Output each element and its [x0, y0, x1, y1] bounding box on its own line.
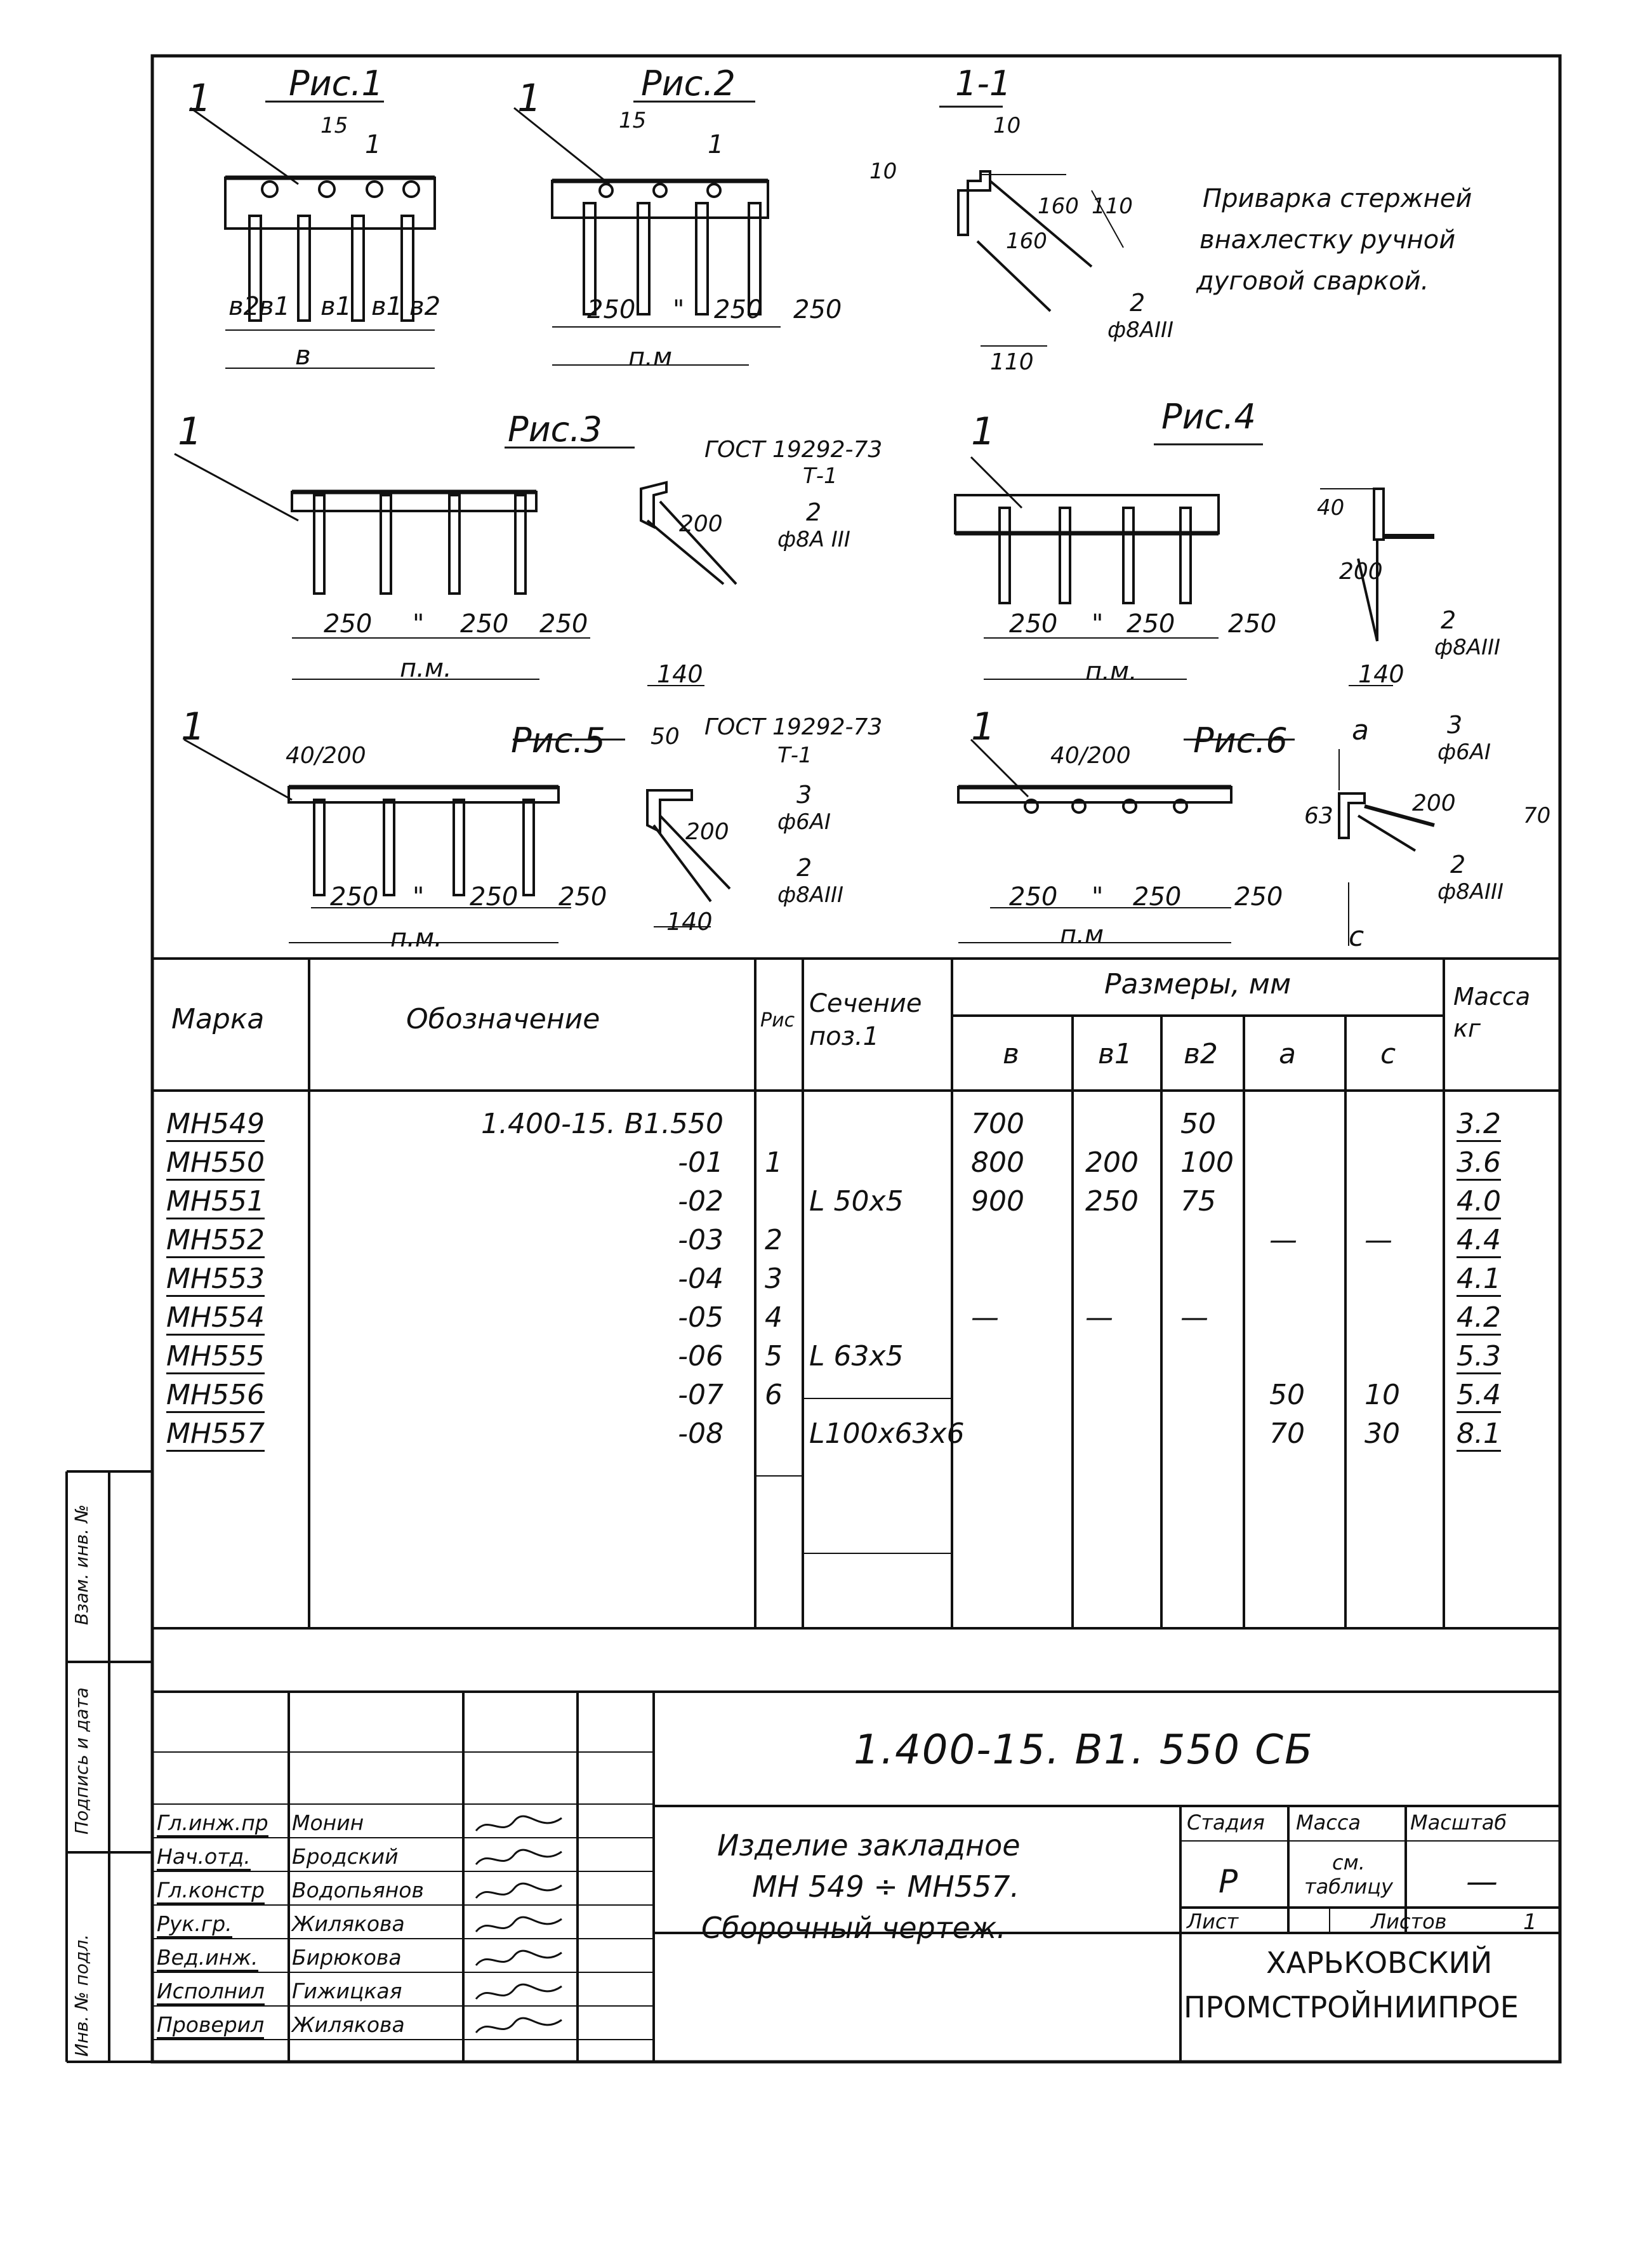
fig6-spec3: ф6АI: [1437, 740, 1491, 765]
fig5-dim-250-c: 250: [558, 882, 607, 912]
row-6-mass: 4.2: [1457, 1301, 1501, 1336]
fig3-title: Рис.3: [508, 409, 602, 449]
fig5-title: Рис.5: [511, 720, 605, 760]
fig3-width: 140: [657, 660, 703, 688]
row-4-c: —: [1365, 1224, 1392, 1256]
fig1-dim-b1-a: в1: [259, 292, 291, 321]
row-2-designation: -01: [678, 1146, 724, 1179]
col-header-fig: Рис: [760, 1009, 795, 1032]
fig6-spec2: ф8АIII: [1437, 879, 1504, 905]
sheet-label: Лист: [1187, 1909, 1239, 1934]
fig3-dim-250-b: 250: [460, 609, 509, 639]
fig6-dim-c: c: [1349, 920, 1365, 953]
row-4-a: —: [1269, 1224, 1297, 1256]
scale-value: —: [1466, 1863, 1498, 1900]
scale-label: Масштаб: [1410, 1810, 1507, 1835]
section-rebar-spec: ф8АIII: [1107, 317, 1174, 343]
fig6-drawing: [958, 740, 1434, 946]
side-label-sign-date: Подпись и дата: [71, 1687, 92, 1835]
row-7-designation: -06: [678, 1340, 724, 1372]
row-8-mark: МН556: [166, 1379, 265, 1413]
side-label-inv-orig: Инв. № подл.: [71, 1934, 92, 2057]
fig5-top-dim: 50: [651, 724, 680, 750]
fig2-dim-250-b: 250: [714, 295, 763, 324]
section-dim-110-h: 110: [990, 349, 1034, 375]
fig6-pos3: 3: [1447, 711, 1463, 739]
sheets-value: 1: [1523, 1909, 1537, 1935]
row-5-mass: 4.1: [1457, 1263, 1501, 1297]
fig5-spec2: ф8АIII: [777, 882, 844, 908]
row-9-a: 70: [1269, 1417, 1305, 1450]
row-9-section: L100x63x6: [809, 1417, 965, 1450]
fig2-dim-ditto: ": [673, 295, 685, 324]
organization-line-2: ПРОМСТРОЙНИИПРОЕ: [1184, 1990, 1519, 2024]
signer-role-5: Вед.инж.: [157, 1945, 258, 1972]
col-header-mark: Марка: [171, 1003, 265, 1035]
row-7-mark: МН555: [166, 1340, 265, 1374]
stage-label: Стадия: [1187, 1810, 1265, 1835]
stage-value: Р: [1219, 1863, 1238, 1900]
signer-role-3: Гл.констр: [157, 1878, 265, 1904]
col-header-b1: в1: [1098, 1038, 1132, 1070]
col-header-mass: Масса кг: [1453, 983, 1531, 1042]
fig5-dim-ditto: ": [413, 882, 425, 912]
fig1-title: Рис.1: [289, 63, 383, 103]
row-2-b1: 200: [1085, 1146, 1139, 1179]
row-6-b2: —: [1180, 1301, 1208, 1334]
signature-scribble-5: [473, 1946, 568, 1975]
fig6-dim-a: a: [1352, 714, 1369, 747]
row-1-b2: 50: [1180, 1108, 1216, 1140]
fig4-rebar-pos: 2: [1441, 606, 1457, 634]
row-8-mass: 5.4: [1457, 1379, 1501, 1413]
signer-name-5: Бирюкова: [292, 1945, 402, 1970]
signer-role-6: Исполнил: [157, 1979, 265, 2005]
section-dim-160-a: 160: [1038, 194, 1079, 219]
row-6-designation: -05: [678, 1301, 724, 1334]
fig6-dim-250-b: 250: [1133, 882, 1182, 912]
row-5-mark: МН553: [166, 1263, 265, 1297]
row-6-mark: МН554: [166, 1301, 265, 1336]
section-dim-10-left: 10: [869, 159, 897, 184]
section-rebar-pos: 2: [1130, 289, 1146, 317]
row-4-designation: -03: [678, 1224, 724, 1256]
signer-name-1: Монин: [292, 1810, 364, 1835]
row-2-b2: 100: [1180, 1146, 1234, 1179]
row-1-mark: МН549: [166, 1108, 265, 1142]
fig1-pos-label: 1: [187, 76, 212, 121]
col-header-designation: Обозначение: [406, 1003, 600, 1035]
row-6-b: —: [971, 1301, 999, 1334]
row-3-designation: -02: [678, 1185, 724, 1218]
fig1-dim-b2-right: в2: [409, 292, 441, 321]
col-header-b2: в2: [1184, 1038, 1218, 1070]
fig5-angle: 200: [685, 819, 729, 845]
fig3-dim-250-a: 250: [324, 609, 373, 639]
signature-scribble-7: [473, 2014, 568, 2042]
fig2-section-mark: 1: [708, 130, 724, 159]
fig3-gost-sub: Т-1: [803, 463, 838, 489]
fig2-drawing: [514, 102, 781, 365]
fig6-angle: 200: [1412, 790, 1456, 816]
fig1-drawing: [190, 102, 435, 368]
row-2-mark: МН550: [166, 1146, 265, 1181]
fig4-dim-250-a: 250: [1009, 609, 1058, 639]
fig6-step: 40/200: [1050, 743, 1131, 769]
row-3-mass: 4.0: [1457, 1185, 1501, 1219]
fig3-angle: 200: [679, 511, 723, 537]
signature-scribble-1: [473, 1812, 568, 1840]
row-2-mass: 3.6: [1457, 1146, 1501, 1181]
signer-role-2: Нач.отд.: [157, 1844, 251, 1871]
fig6-pos-label: 1: [971, 705, 996, 749]
fig3-pos-label: 1: [178, 409, 202, 454]
fig1-dim-b1-c: в1: [371, 292, 403, 321]
fig4-height: 40: [1317, 495, 1345, 521]
signer-name-3: Водопьянов: [292, 1878, 424, 1902]
row-9-mass: 8.1: [1457, 1417, 1501, 1452]
col-header-sizes: Размеры, мм: [1104, 968, 1292, 1000]
fig3-dim-250-c: 250: [539, 609, 588, 639]
signer-role-4: Рук.гр.: [157, 1911, 232, 1938]
fig2-dim-pm: п.м: [628, 343, 673, 372]
fig5-dim-pm: п.м.: [390, 924, 442, 953]
signer-name-7: Жилякова: [292, 2012, 405, 2037]
fig6-dim-250-c: 250: [1234, 882, 1283, 912]
side-label-replacement-inv: Взам. инв. №: [71, 1504, 92, 1625]
item-title-line-2: МН 549 ÷ МН557.: [752, 1869, 1020, 1904]
fig4-dim-ditto: ": [1092, 609, 1104, 639]
fig4-angle: 200: [1339, 559, 1383, 585]
fig2-dim-250-a: 250: [587, 295, 636, 324]
signer-name-6: Гижицкая: [292, 1979, 402, 2003]
fig1-dim-b: в: [295, 340, 311, 371]
section-1-1-drawing: [939, 107, 1123, 346]
col-header-section: Сечение поз.1: [809, 989, 922, 1051]
row-3-b: 900: [971, 1185, 1024, 1218]
col-header-b: в: [1003, 1038, 1019, 1070]
fig2-dim-250-c: 250: [793, 295, 842, 324]
col-header-c: c: [1380, 1038, 1396, 1070]
fig5-gost-sub: Т-1: [777, 743, 812, 768]
fig5-pos2: 2: [796, 854, 812, 882]
fig1-dim-b1-b: в1: [320, 292, 352, 321]
fig6-dim-ditto: ": [1092, 882, 1104, 912]
mass-value: см. таблицу: [1304, 1850, 1393, 1899]
section-1-1-title: 1-1: [955, 63, 1012, 103]
row-7-mass: 5.3: [1457, 1340, 1501, 1374]
fig2-title: Рис.2: [641, 63, 736, 103]
row-4-fig: 2: [765, 1224, 783, 1256]
row-1-b: 700: [971, 1108, 1024, 1140]
signer-name-2: Бродский: [292, 1844, 399, 1869]
signature-scribble-3: [473, 1879, 568, 1908]
fig4-rebar-spec: ф8АIII: [1434, 635, 1501, 660]
row-8-designation: -07: [678, 1379, 724, 1411]
fig2-pos-label: 1: [517, 76, 542, 121]
row-4-mass: 4.4: [1457, 1224, 1501, 1258]
fig1-section-mark: 1: [365, 130, 381, 159]
section-dim-110-v: 110: [1092, 194, 1133, 219]
col-header-a: a: [1279, 1038, 1296, 1070]
row-2-fig: 1: [765, 1146, 783, 1179]
fig5-step: 40/200: [286, 743, 366, 769]
row-9-designation: -08: [678, 1417, 724, 1450]
row-9-c: 30: [1365, 1417, 1400, 1450]
fig6-height-2: 70: [1523, 803, 1551, 828]
fig5-pos-label: 1: [181, 705, 206, 749]
organization-line-1: ХАРЬКОВСКИЙ: [1266, 1946, 1493, 1980]
signature-scribble-2: [473, 1845, 568, 1874]
signature-scribble-6: [473, 1980, 568, 2008]
fig6-title: Рис.6: [1193, 720, 1288, 760]
fig6-pos2: 2: [1450, 851, 1466, 879]
fig6-height: 63: [1304, 803, 1333, 829]
row-2-b: 800: [971, 1146, 1024, 1179]
row-3-mark: МН551: [166, 1185, 265, 1219]
signer-role-7: Проверил: [157, 2012, 264, 2039]
fig2-dim-15: 15: [619, 108, 647, 133]
row-5-designation: -04: [678, 1263, 724, 1295]
fig4-width: 140: [1358, 660, 1404, 688]
row-4-mark: МН552: [166, 1224, 265, 1258]
sheets-label: Листов: [1371, 1909, 1447, 1934]
fig5-spec3: ф6АI: [777, 809, 831, 835]
section-dim-10-top: 10: [993, 113, 1021, 138]
row-3-b1: 250: [1085, 1185, 1139, 1218]
row-3-b2: 75: [1180, 1185, 1216, 1218]
fig1-dim-b2-left: в2: [228, 292, 260, 321]
document-code: 1.400-15. В1. 550 СБ: [854, 1727, 1314, 1774]
item-title-line-1: Изделие закладное: [717, 1828, 1021, 1862]
row-8-fig: 6: [765, 1379, 783, 1411]
fig4-pos-label: 1: [971, 409, 996, 454]
fig5-drawing: [184, 740, 730, 943]
fig1-dim-15: 15: [320, 113, 348, 138]
fig3-rebar-pos: 2: [806, 498, 822, 526]
fig3-dim-ditto: ": [413, 609, 425, 639]
row-1-mass: 3.2: [1457, 1108, 1501, 1142]
mass-label: Масса: [1296, 1810, 1361, 1835]
row-6-b1: —: [1085, 1301, 1113, 1334]
row-5-fig: 3: [765, 1263, 783, 1295]
fig5-gost: ГОСТ 19292-73: [704, 714, 883, 740]
row-8-c: 10: [1365, 1379, 1400, 1411]
fig4-dim-250-c: 250: [1228, 609, 1277, 639]
fig3-rebar-spec: ф8А III: [777, 527, 850, 552]
fig5-dim-250-a: 250: [330, 882, 379, 912]
fig3-gost: ГОСТ 19292-73: [704, 437, 883, 463]
row-1-designation: 1.400-15. В1.550: [481, 1108, 724, 1140]
row-3-section: L 50x5: [809, 1185, 904, 1218]
fig4-dim-250-b: 250: [1127, 609, 1175, 639]
signer-name-4: Жилякова: [292, 1911, 405, 1936]
row-8-a: 50: [1269, 1379, 1305, 1411]
fig5-dim-250-b: 250: [470, 882, 519, 912]
row-7-fig: 5: [765, 1340, 783, 1372]
fig5-pos3: 3: [796, 781, 812, 809]
row-6-fig: 4: [765, 1301, 783, 1334]
fig3-dim-pm: п.м.: [400, 654, 452, 683]
fig4-title: Рис.4: [1161, 397, 1256, 437]
row-7-section: L 63x5: [809, 1340, 904, 1372]
fig6-dim-pm: п.м: [1060, 920, 1104, 950]
fig3-drawing: [175, 448, 736, 686]
welding-note-line-3: дуговой сваркой.: [1196, 267, 1429, 296]
section-dim-160-b: 160: [1006, 229, 1047, 254]
fig4-dim-pm: п.м.: [1085, 657, 1137, 686]
item-title-line-3: Сборочный чертеж.: [701, 1911, 1006, 1945]
row-9-mark: МН557: [166, 1417, 265, 1452]
fig6-dim-250-a: 250: [1009, 882, 1058, 912]
signature-scribble-4: [473, 1913, 568, 1941]
welding-note-line-1: Приварка стержней: [1203, 184, 1472, 213]
fig5-width: 140: [666, 908, 713, 936]
welding-note-line-2: внахлестку ручной: [1199, 225, 1456, 255]
signer-role-1: Гл.инж.пр: [157, 1810, 268, 1837]
